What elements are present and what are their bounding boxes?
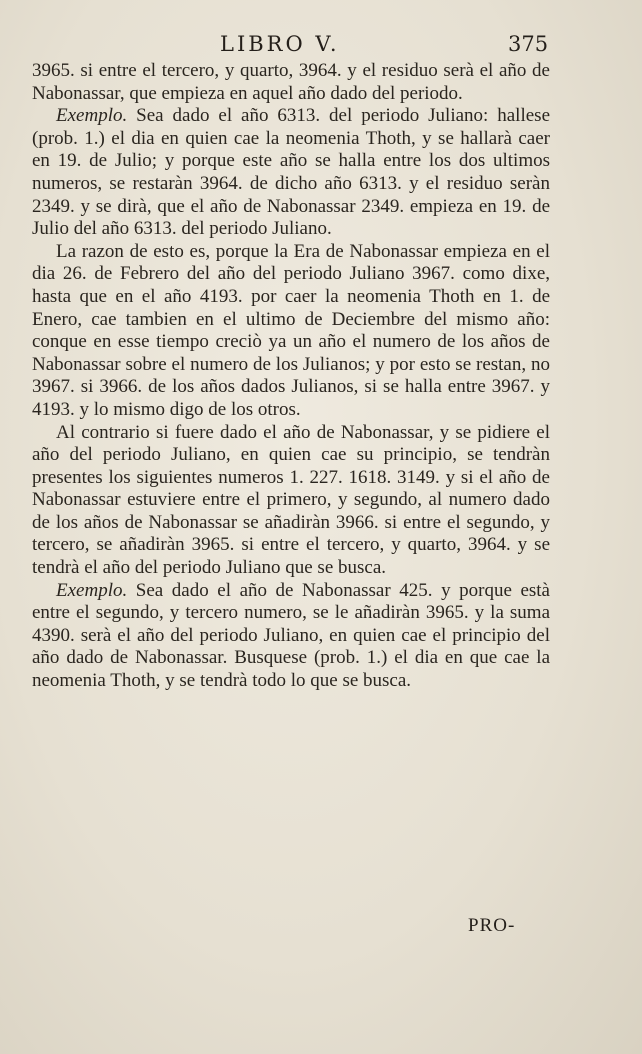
body-text <box>32 60 550 693</box>
running-head: LIBRO V. <box>220 32 340 56</box>
paragraph-text: Sea dado el año de Nabonassar 425. y porque està entre el segundo, y tercero numero, se le añadiràn 3965. y la suma 4390. serà el año del periodo Juliano, en quien cae el principio del año dado de Nabonassar. Busquese (prob. 1.) el dia en que cae la neomenia Thoth, y se tendrà todo lo que se busca. <box>32 579 550 692</box>
paragraph-explanation <box>32 241 550 422</box>
example-label: Exemplo. <box>56 105 128 127</box>
paragraph-example-2 <box>32 580 550 693</box>
page-header <box>0 32 642 62</box>
paragraph-text: Al contrario si fuere dado el año de Nabonassar, y se pidiere el año del periodo Juliano, en quien cae su principio, se tendràn presentes los siguientes numeros 1. 227. 1618. 3149. y si el año de Nabonassar estuviere entre el primero, y segundo, al numero dado de los años de Nabonassar se añadiràn 3966. si entre el segundo, y tercero, se añadiràn 3965. si entre el tercero, y quarto, 3964. y se tendrà el año del periodo Juliano que se busca. <box>32 421 550 579</box>
paragraph-text: Sea dado el año 6313. del periodo Juliano: hallese (prob. 1.) el dia en quien cae la neomenia Thoth, y se hallarà caer en 19. de Julio; y porque este año se halla entre los dos ultimos numeros, se restaràn 3964. de dicho año 6313. y el residuo seràn 2349. y se dirà, que el año de Nabonassar 2349. empieza en 19. de Julio del año 6313. del periodo Juliano. <box>32 105 551 240</box>
paragraph-example-1 <box>32 105 550 241</box>
paragraph-text: La razon de esto es, porque la Era de Nabonassar empieza en el dia 26. de Febrero del año del periodo Juliano 3967. como dixe, hasta que en el año 4193. por caer la neomenia Thoth en 1. de Enero, cae tambien en el ultimo de Deciembre del mismo año: conque en esse tiempo creciò ya un año el numero de los años de Nabonassar sobre el numero de los Julianos; y por esto se restan, no 3967. si 3966. de los años dados Julianos, si se halla entre 3967. y 4193. y lo mismo digo de los otros. <box>32 240 550 420</box>
paragraph-converse <box>32 422 550 580</box>
example-label: Exemplo. <box>56 579 128 601</box>
page-number: 375 <box>508 32 549 56</box>
paragraph-text: 3965. si entre el tercero, y quarto, 3964. y el residuo serà el año de Nabonassar, que empieza en aquel año dado del periodo. <box>32 60 550 104</box>
catchword: PRO- <box>468 915 516 936</box>
paragraph-continuation <box>32 60 550 105</box>
